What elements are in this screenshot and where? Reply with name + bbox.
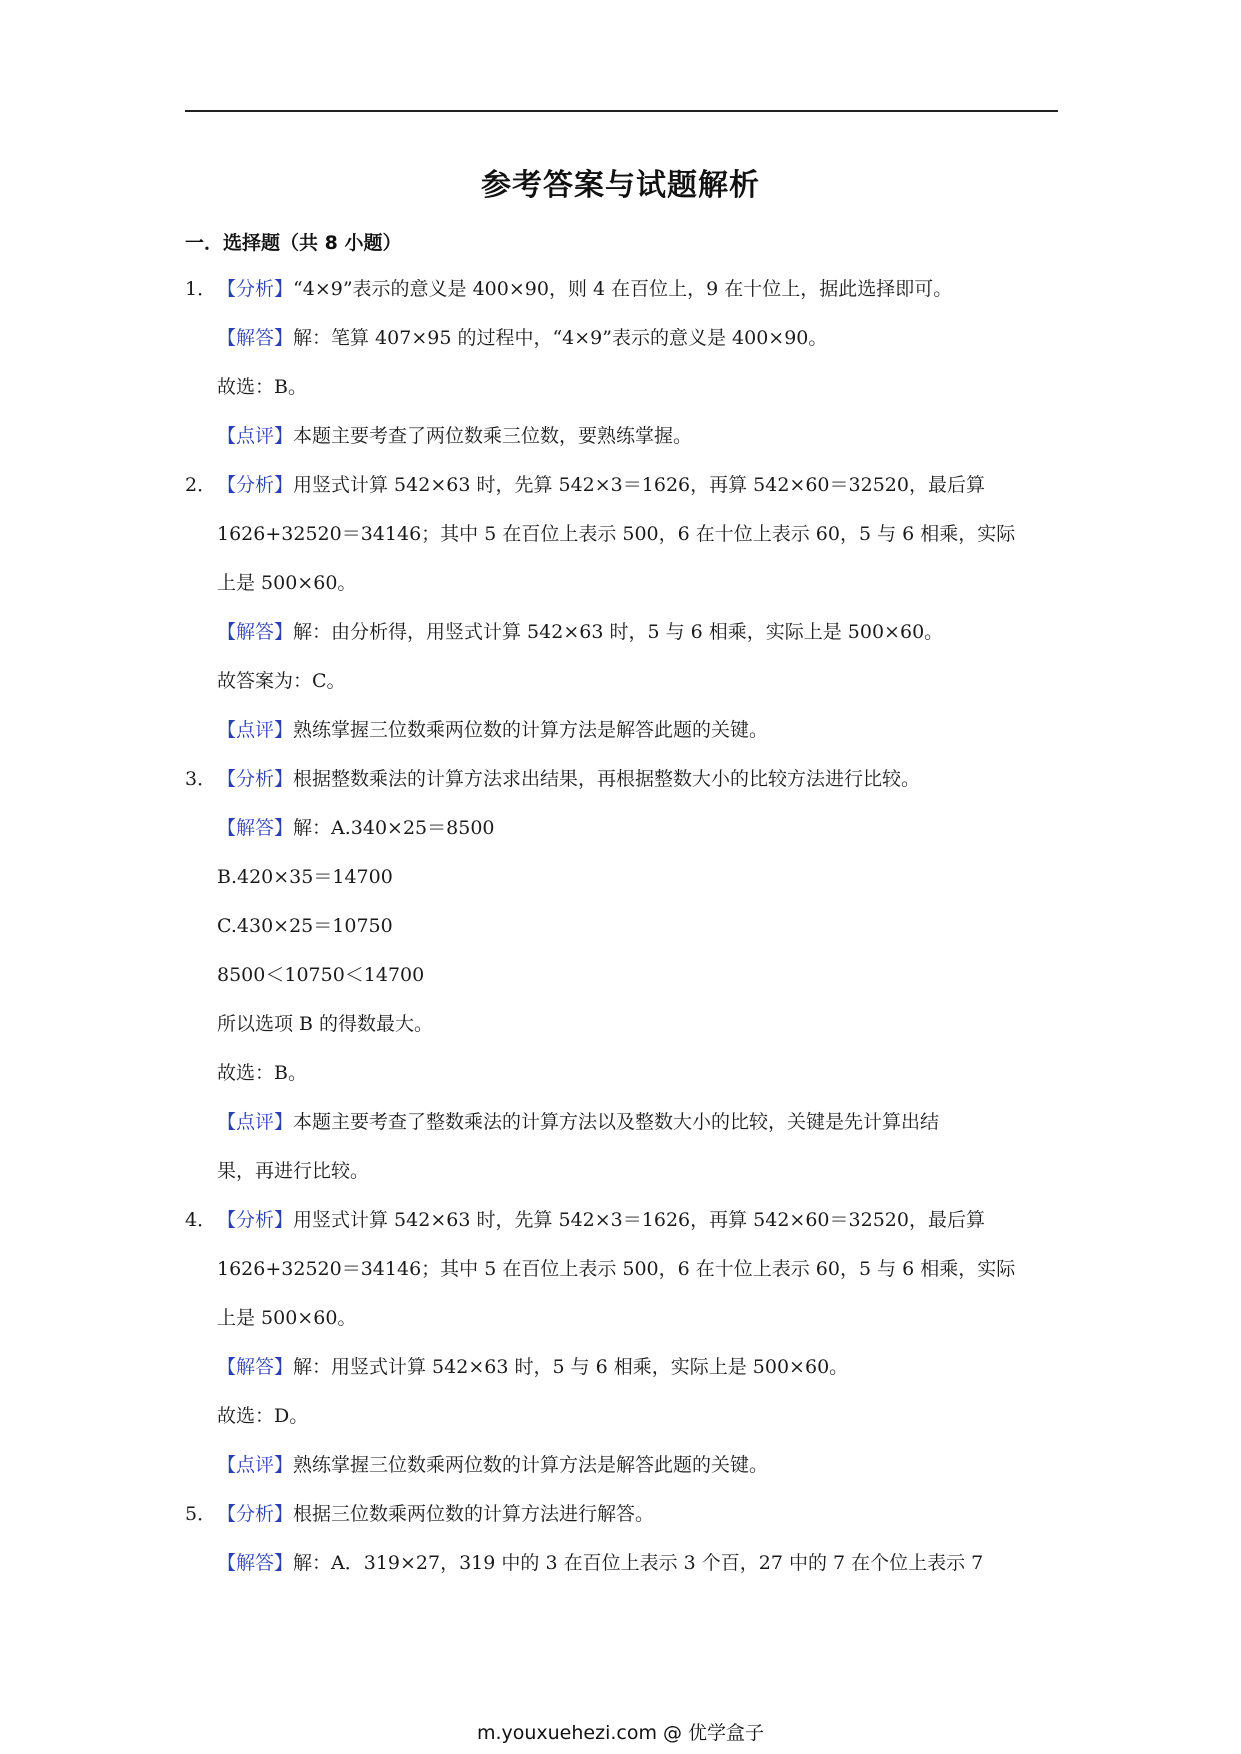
- section-tag: 【分析】: [217, 1503, 294, 1525]
- section-tag: 【分析】: [217, 278, 294, 300]
- line-text: 解：由分析得，用竖式计算 542×63 时，5 与 6 相乘，实际上是 500×60。: [293, 621, 944, 643]
- line-text: 解：笔算 407×95 的过程中，“4×9”表示的意义是 400×90。: [293, 327, 828, 349]
- question-number: 1．: [185, 278, 217, 300]
- answer-line: [217, 423, 692, 449]
- answer-line: [217, 1305, 356, 1331]
- line-text: 1626+32520＝34146；其中 5 在百位上表示 500，6 在十位上表示 60，5 与 6 相乘，实际: [217, 523, 1016, 545]
- section-tag: 【点评】: [217, 425, 294, 447]
- line-text: 8500＜10750＜14700: [217, 964, 425, 986]
- answer-line: [217, 325, 827, 351]
- answer-line: [217, 668, 346, 694]
- line-text: 用竖式计算 542×63 时，先算 542×3＝1626，再算 542×60＝32520，最后算: [293, 474, 985, 496]
- line-text: 1626+32520＝34146；其中 5 在百位上表示 500，6 在十位上表示 60，5 与 6 相乘，实际: [217, 1258, 1016, 1280]
- answer-line: [217, 1550, 983, 1576]
- section-tag: 【解答】: [217, 817, 294, 839]
- question-number: 5．: [185, 1503, 217, 1525]
- line-text: 故选：D。: [217, 1405, 309, 1427]
- header-rule: [185, 110, 1058, 112]
- section-tag: 【分析】: [217, 1209, 294, 1231]
- section-tag: 【解答】: [217, 327, 294, 349]
- answer-line: [217, 472, 985, 498]
- answer-line: [217, 766, 920, 792]
- section-tag: 【点评】: [217, 719, 294, 741]
- question-number: 4．: [185, 1209, 217, 1231]
- line-text: 故选：B。: [217, 1062, 307, 1084]
- answer-line: [217, 913, 393, 939]
- answer-line: [217, 1354, 848, 1380]
- answer-line: [217, 864, 393, 890]
- line-text: 上是 500×60。: [217, 572, 357, 594]
- section-tag: 【解答】: [217, 1356, 294, 1378]
- section-tag: 【点评】: [217, 1454, 294, 1476]
- answer-line: [217, 1501, 654, 1527]
- line-text: 所以选项 B 的得数最大。: [217, 1013, 434, 1035]
- line-text: 故选：B。: [217, 376, 307, 398]
- line-text: 熟练掌握三位数乘两位数的计算方法是解答此题的关键。: [293, 1454, 769, 1476]
- answer-line: [217, 1207, 985, 1233]
- answer-line: [217, 1011, 433, 1037]
- line-text: 用竖式计算 542×63 时，先算 542×3＝1626，再算 542×60＝32520，最后算: [293, 1209, 985, 1231]
- answer-line: [217, 374, 307, 400]
- line-text: “4×9”表示的意义是 400×90，则 4 在百位上，9 在十位上，据此选择即可。: [293, 278, 953, 300]
- line-text: 根据三位数乘两位数的计算方法进行解答。: [293, 1503, 655, 1525]
- answer-line: [217, 1109, 939, 1135]
- question-number: 3．: [185, 768, 217, 790]
- section-tag: 【分析】: [217, 474, 294, 496]
- answer-line: [217, 815, 495, 841]
- answer-line: [217, 570, 356, 596]
- page-title: 参考答案与试题解析: [481, 168, 760, 203]
- answer-line: [217, 962, 424, 988]
- answer-line: [217, 1403, 308, 1429]
- line-text: 解：用竖式计算 542×63 时，5 与 6 相乘，实际上是 500×60。: [293, 1356, 849, 1378]
- answer-line: [217, 1060, 307, 1086]
- section-tag: 【点评】: [217, 1111, 294, 1133]
- answer-line: [217, 717, 768, 743]
- section-tag: 【解答】: [217, 1552, 294, 1574]
- answer-line: [217, 619, 943, 645]
- line-text: 上是 500×60。: [217, 1307, 357, 1329]
- answer-line: [217, 1158, 369, 1184]
- line-text: 解：A.340×25＝8500: [293, 817, 495, 839]
- line-text: 故答案为：C。: [217, 670, 346, 692]
- line-text: C.430×25＝10750: [217, 915, 393, 937]
- line-text: 熟练掌握三位数乘两位数的计算方法是解答此题的关键。: [293, 719, 769, 741]
- section-heading: 一．选择题（共 8 小题）: [185, 232, 402, 254]
- line-text: 根据整数乘法的计算方法求出结果，再根据整数大小的比较方法进行比较。: [293, 768, 921, 790]
- line-text: 解：A．319×27，319 中的 3 在百位上表示 3 个百，27 中的 7 在个位上表示 7: [293, 1552, 984, 1574]
- footer-watermark: m.youxuehezi.com @ 优学盒子: [476, 1722, 765, 1744]
- answer-line: [217, 521, 1015, 547]
- line-text: 本题主要考查了整数乘法的计算方法以及整数大小的比较，关键是先计算出结: [293, 1111, 940, 1133]
- line-text: B.420×35＝14700: [217, 866, 393, 888]
- section-tag: 【分析】: [217, 768, 294, 790]
- question-number: 2．: [185, 474, 217, 496]
- answer-line: [217, 276, 952, 302]
- answer-line: [217, 1256, 1015, 1282]
- answer-line: [217, 1452, 768, 1478]
- section-tag: 【解答】: [217, 621, 294, 643]
- line-text: 果，再进行比较。: [217, 1160, 370, 1182]
- line-text: 本题主要考查了两位数乘三位数，要熟练掌握。: [293, 425, 693, 447]
